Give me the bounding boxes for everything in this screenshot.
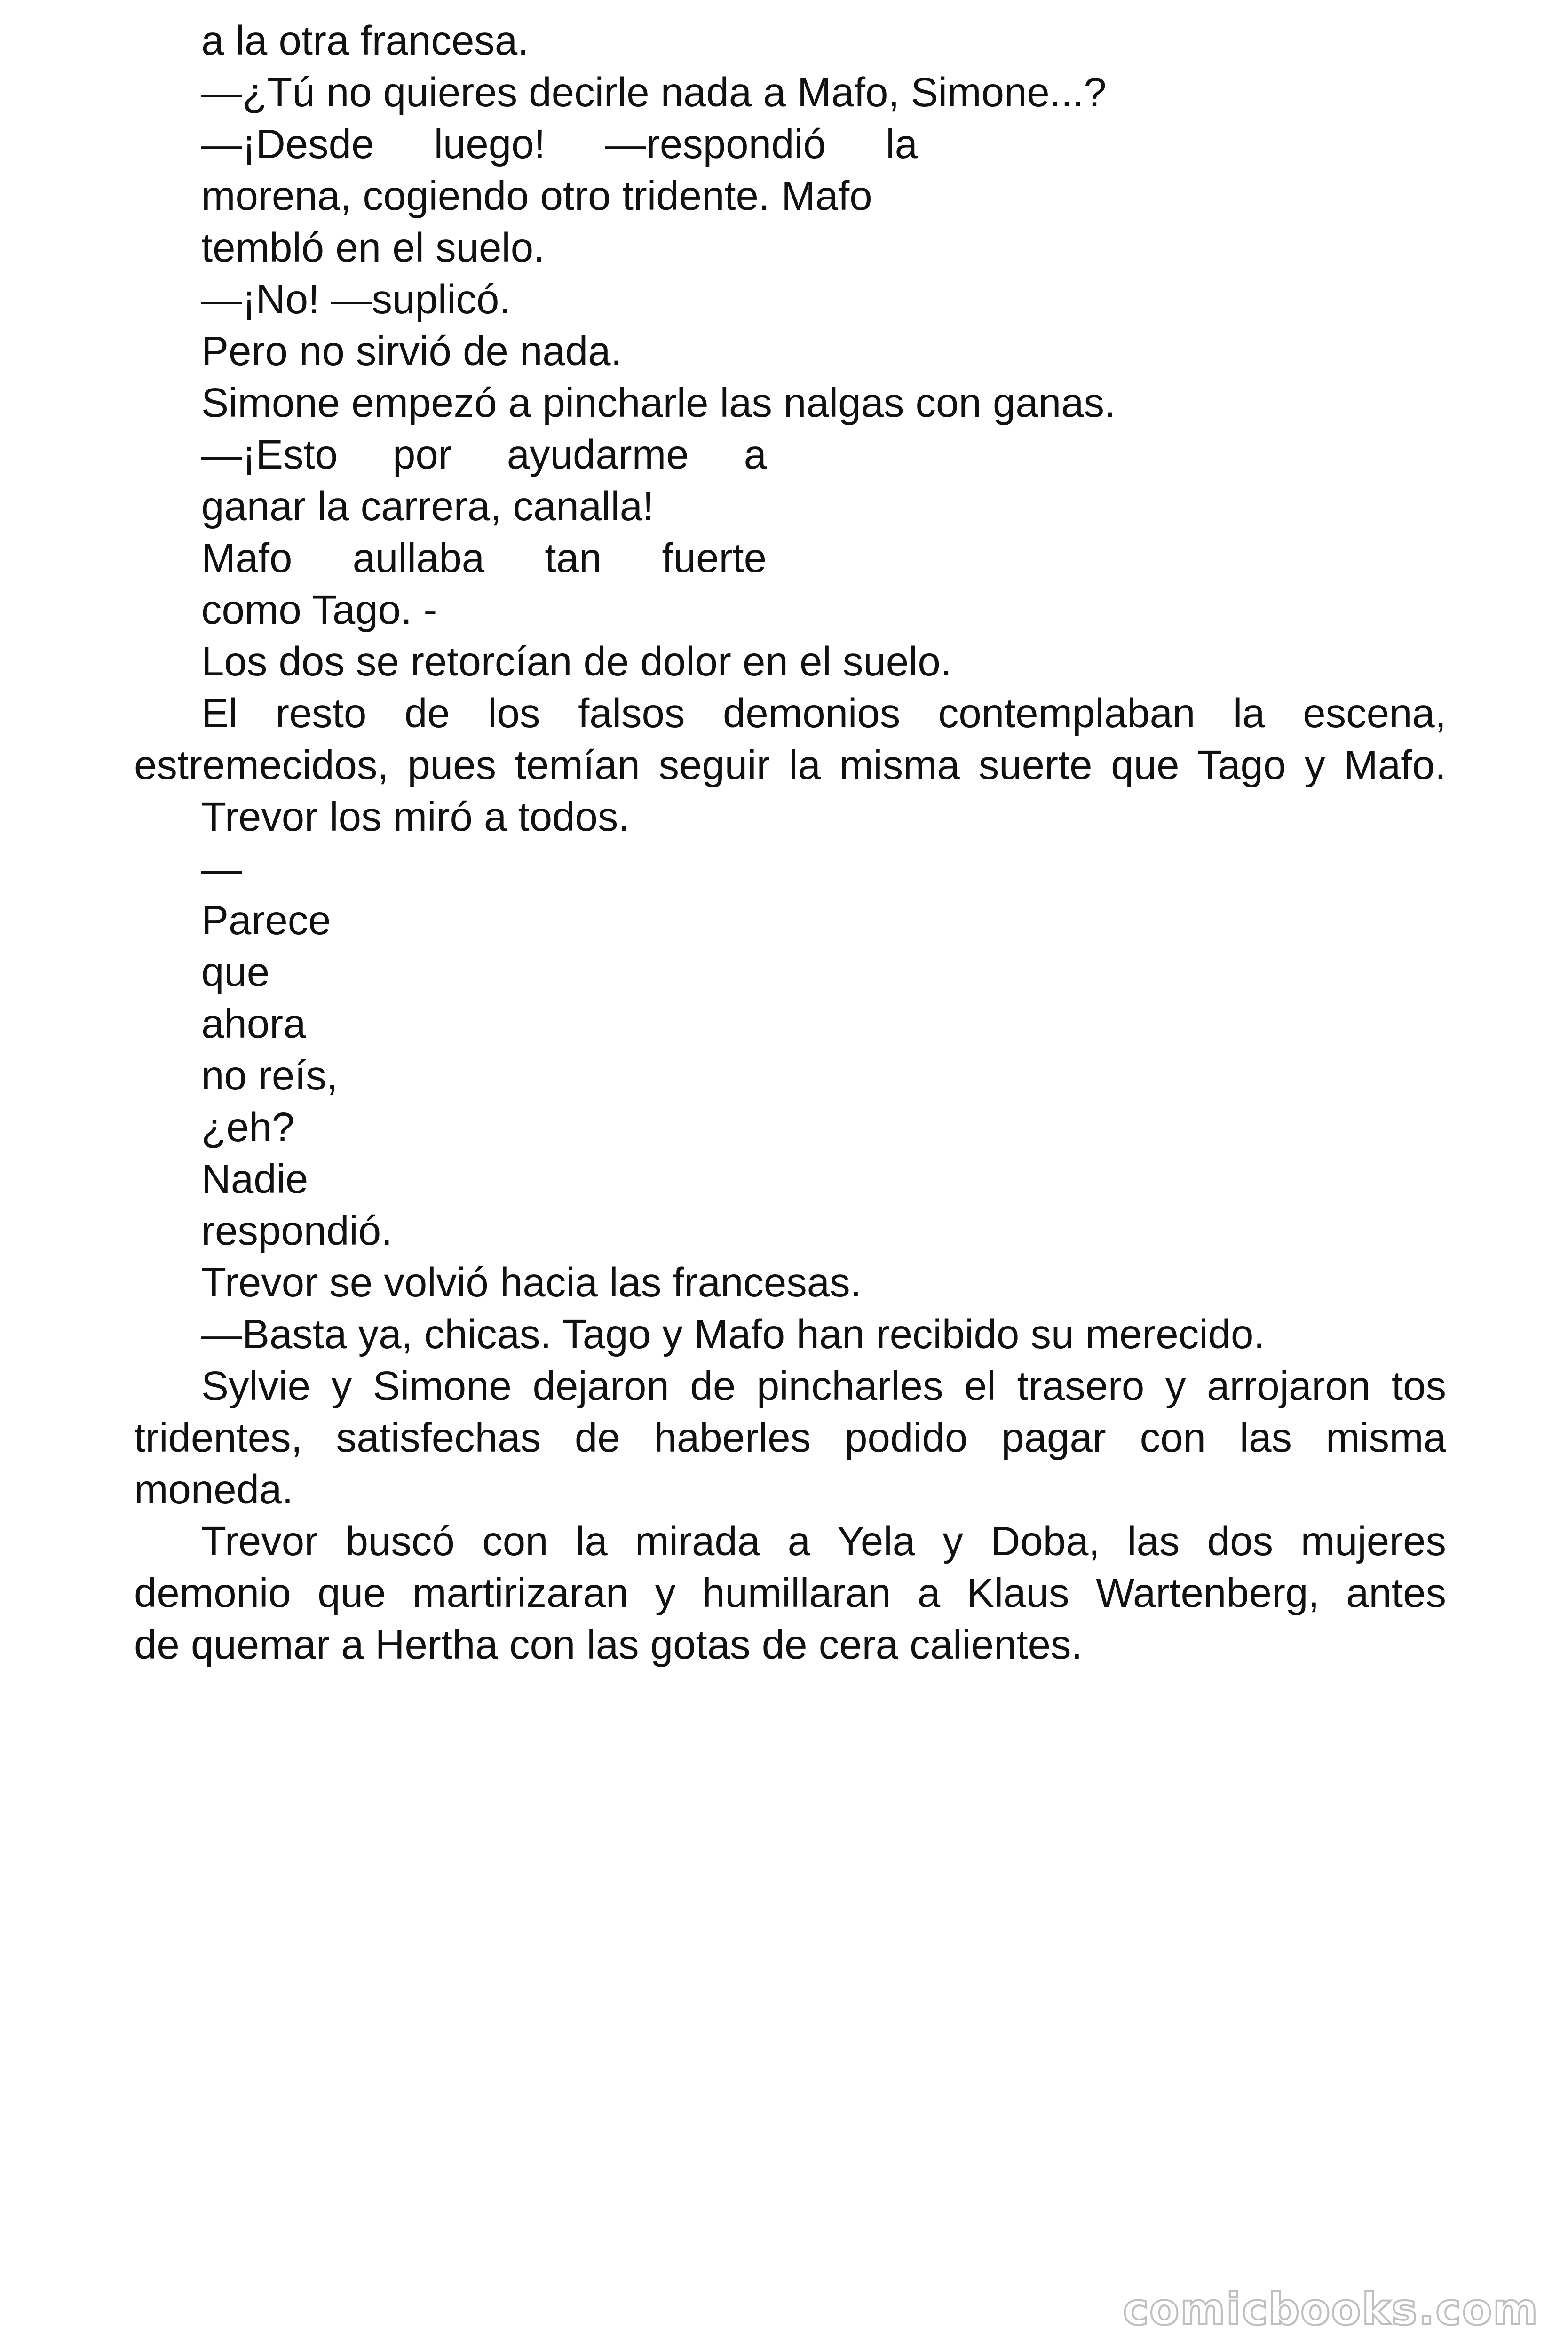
text-line-8: Simone empezó a pincharle las nalgas con ganas. [201,380,1116,426]
text-line-24: respondió. [201,1208,393,1254]
text-line-5: tembló en el suelo. [201,225,545,270]
text-line-25: Trevor se volvió hacia las francesas. [201,1260,862,1305]
text-line-4: morena, cogiendo otro tridente. Mafo [201,173,872,219]
text-line-26: —Basta ya, chicas. Tago y Mafo han recibido su merecido. [201,1311,1265,1357]
text-line-21: no reís, [201,1053,338,1098]
text-line-17: — [201,846,242,891]
text-line-3: —¡Desde luego! —respondió la [201,121,918,167]
text-line-13: Los dos se retorcían de dolor en el suelo. [201,639,952,684]
text-line-29: moneda. [134,1467,293,1512]
site-watermark: comicbooks.com [1123,2284,1539,2335]
text-line-31: demonio que martirizaran y humillaran a Klaus Wartenberg, antes [134,1570,1446,1616]
text-line-18: Parece [201,898,331,943]
text-line-27: Sylvie y Simone dejaron de pincharles el trasero y arrojaron tos [201,1363,1446,1409]
text-line-9: —¡Esto por ayudarme a [201,432,767,477]
text-line-2: —¿Tú no quieres decirle nada a Mafo, Simone...? [201,70,1107,115]
text-line-19: que [201,949,270,995]
text-line-30: Trevor buscó con la mirada a Yela y Doba, las dos mujeres [201,1518,1446,1564]
text-line-23: Nadie [201,1156,309,1202]
text-line-14: El resto de los falsos demonios contemplaban la escena, [201,691,1446,736]
text-line-10: ganar la carrera, canalla! [201,484,654,529]
text-line-12: como Tago. - [201,587,437,633]
text-line-1: a la otra francesa. [201,18,529,64]
body-text [134,15,1446,1671]
text-line-7: Pero no sirvió de nada. [201,328,622,374]
text-line-28: tridentes, satisfechas de haberles podido pagar con las misma [134,1415,1446,1461]
text-line-6: —¡No! —suplicó. [201,277,511,322]
text-line-32: de quemar a Hertha con las gotas de cera calientes. [134,1622,1083,1668]
text-line-20: ahora [201,1001,306,1047]
text-line-11: Mafo aullaba tan fuerte [201,535,767,581]
text-line-15: estremecidos, pues temían seguir la misma suerte que Tago y Mafo. [134,742,1446,788]
text-line-16: Trevor los miró a todos. [201,794,630,840]
text-line-22: ¿eh? [201,1104,295,1150]
